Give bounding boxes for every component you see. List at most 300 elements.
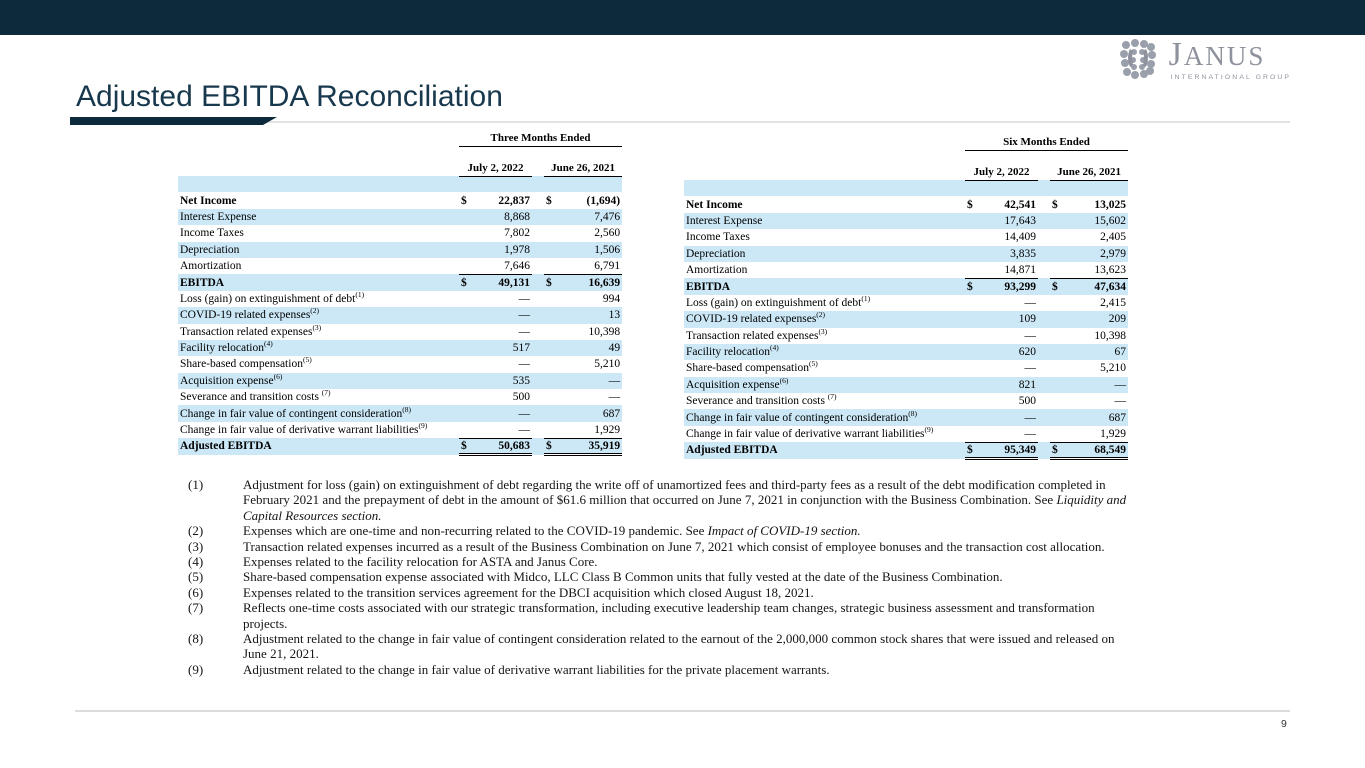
column-gap bbox=[1038, 180, 1050, 196]
dollar-sign: $ bbox=[459, 438, 474, 454]
value-cell: 209 bbox=[1065, 311, 1128, 327]
dollar-sign bbox=[544, 225, 559, 241]
footnotes bbox=[188, 477, 1132, 677]
column-gap bbox=[1038, 311, 1050, 327]
row-label: Severance and transition costs $^{(7)}$ bbox=[686, 393, 837, 408]
dollar-sign bbox=[459, 373, 474, 389]
table-row bbox=[178, 291, 622, 307]
dollar-sign bbox=[544, 307, 559, 323]
table-row bbox=[178, 192, 622, 208]
value-cell: 8,868 bbox=[474, 209, 532, 225]
footnote-item bbox=[188, 585, 1132, 600]
column-gap bbox=[1038, 360, 1050, 376]
value-cell: 994 bbox=[602, 292, 621, 305]
column-gap bbox=[1038, 229, 1050, 245]
value-cell: 17,643 bbox=[980, 213, 1038, 229]
row-label bbox=[684, 180, 965, 196]
value-cell: 15,602 bbox=[1065, 213, 1128, 229]
table-row bbox=[684, 328, 1128, 344]
row-label: Transaction related expenses$^{(3)}$ bbox=[686, 327, 828, 342]
column-gap bbox=[1038, 426, 1050, 442]
footnote-number: (3) bbox=[188, 538, 204, 554]
table-row bbox=[684, 213, 1128, 229]
dollar-sign: $ bbox=[1050, 278, 1065, 294]
value-cell: — bbox=[518, 292, 530, 305]
column-gap bbox=[532, 209, 544, 225]
dollar-sign bbox=[459, 340, 474, 356]
row-label: COVID-19 related expenses$^{(2)}$ bbox=[178, 307, 459, 323]
value-cell: 50,683 bbox=[474, 438, 532, 454]
value-cell: 7,476 bbox=[559, 209, 622, 225]
value-cell: 49,131 bbox=[474, 274, 532, 290]
table-body bbox=[684, 180, 1128, 459]
value-cell: — bbox=[518, 358, 530, 371]
footnote-text: Adjustment related to the change in fair value of derivative warrant liabilities for the private placement warrants. bbox=[243, 661, 830, 677]
row-label: Transaction related expenses$^{(3)}$ bbox=[180, 323, 322, 338]
dollar-sign bbox=[544, 324, 559, 340]
dollar-sign bbox=[965, 295, 980, 311]
footnote-text: Expenses related to the transition services agreement for the DBCI acquisition which closed August 18, 2021. bbox=[243, 584, 814, 600]
value-cell: 7,802 bbox=[504, 227, 530, 240]
dollar-sign bbox=[459, 307, 474, 323]
value-cell: 2,415 bbox=[1100, 296, 1127, 309]
column-gap bbox=[1038, 295, 1050, 311]
column-gap bbox=[1038, 278, 1050, 294]
table-row bbox=[684, 295, 1128, 311]
column-header-june-26-2021: June 26, 2021 bbox=[1050, 165, 1128, 180]
column-gap bbox=[532, 405, 544, 421]
column-gap bbox=[532, 274, 544, 290]
value-cell: 2,979 bbox=[1065, 246, 1128, 262]
value-cell: 13,623 bbox=[1065, 262, 1128, 278]
footnote-ref: (7) bbox=[321, 389, 331, 398]
dollar-sign bbox=[965, 229, 980, 245]
dollar-sign bbox=[965, 328, 980, 344]
row-label: Severance and transition costs $^{(7)}$ bbox=[180, 389, 331, 404]
value-cell: 535 bbox=[474, 373, 532, 389]
value-cell: 10,398 bbox=[588, 325, 621, 338]
footnote-item bbox=[188, 523, 1132, 538]
table-row bbox=[178, 373, 622, 389]
dollar-sign bbox=[965, 377, 980, 393]
logo-rest: ANUS bbox=[1183, 40, 1266, 71]
footnote-ref: (6) bbox=[273, 372, 283, 382]
row-label: Depreciation bbox=[684, 246, 965, 262]
table-row bbox=[684, 360, 1128, 376]
value-cell: 3,835 bbox=[980, 246, 1038, 262]
row-label: Acquisition expense$^{(6)}$ bbox=[178, 373, 459, 389]
table-row bbox=[684, 311, 1128, 327]
footnote-number: (8) bbox=[188, 631, 204, 647]
value-cell: 47,634 bbox=[1065, 278, 1128, 294]
row-label: Change in fair value of derivative warrant liabilities$^{(9)}$ bbox=[686, 425, 934, 441]
footnote-ref: (5) bbox=[808, 360, 818, 369]
table-row bbox=[178, 356, 622, 372]
dollar-sign: $ bbox=[1050, 442, 1065, 458]
dollar-sign bbox=[459, 225, 474, 241]
value-cell bbox=[474, 176, 532, 192]
value-cell: 14,871 bbox=[980, 262, 1038, 278]
footnote-item bbox=[188, 569, 1132, 584]
column-gap bbox=[532, 324, 544, 340]
column-gap bbox=[532, 307, 544, 323]
top-navy-band bbox=[0, 0, 1365, 35]
dollar-sign bbox=[459, 242, 474, 258]
dollar-sign bbox=[544, 356, 559, 372]
footnote-italic-ref: Liquidity and Capital Resources section. bbox=[243, 492, 1127, 523]
table-row bbox=[178, 176, 622, 192]
dollar-sign bbox=[1050, 393, 1065, 409]
dollar-sign bbox=[1050, 213, 1065, 229]
row-label bbox=[178, 176, 459, 192]
column-gap bbox=[532, 340, 544, 356]
dollar-sign bbox=[1050, 180, 1065, 196]
row-label: Acquisition expense$^{(6)}$ bbox=[684, 377, 965, 393]
column-gap bbox=[532, 192, 544, 208]
value-cell: 16,639 bbox=[559, 274, 622, 290]
footnote-text: Share-based compensation expense associated with Midco, LLC Class B Common units that fully vested at the date of the Business Combination. bbox=[243, 569, 1003, 585]
column-gap bbox=[1038, 246, 1050, 262]
column-gap bbox=[532, 438, 544, 454]
table-row bbox=[684, 196, 1128, 212]
dollar-sign bbox=[544, 373, 559, 389]
dollar-sign bbox=[965, 409, 980, 425]
dollar-sign bbox=[1050, 360, 1065, 376]
dollar-sign bbox=[459, 291, 474, 307]
row-label: COVID-19 related expenses$^{(2)}$ bbox=[684, 311, 965, 327]
column-header-july-2-2022: July 2, 2022 bbox=[459, 161, 532, 176]
column-gap bbox=[1038, 328, 1050, 344]
dollar-sign bbox=[1050, 344, 1065, 360]
row-label: Change in fair value of derivative warrant liabilities$^{(9)}$ bbox=[180, 421, 428, 437]
table-row bbox=[178, 422, 622, 438]
value-cell: — bbox=[559, 373, 622, 389]
footnote-text: Reflects one-time costs associated with our strategic transformation, including executive leadership team changes, strategic business assessment and transformation projects. bbox=[243, 600, 1095, 631]
value-cell: — bbox=[1114, 395, 1127, 408]
column-gap bbox=[1038, 409, 1050, 425]
column-header-june-26-2021: June 26, 2021 bbox=[544, 161, 622, 176]
column-gap bbox=[532, 422, 544, 438]
period-header: Six Months Ended bbox=[965, 135, 1128, 150]
table-row bbox=[178, 258, 622, 274]
logo-initial: J bbox=[1168, 35, 1184, 73]
dollar-sign bbox=[544, 291, 559, 307]
footnote-ref: (1) bbox=[861, 294, 871, 304]
row-label: Interest Expense bbox=[178, 209, 459, 225]
column-gap bbox=[532, 291, 544, 307]
value-cell: — bbox=[474, 307, 532, 323]
value-cell: 13 bbox=[559, 307, 622, 323]
row-label: Amortization bbox=[686, 264, 748, 277]
footnote-item bbox=[188, 600, 1132, 631]
footnote-ref: (4) bbox=[770, 343, 779, 353]
value-cell: — bbox=[474, 422, 532, 438]
row-label: Share-based compensation$^{(5)}$ bbox=[180, 356, 312, 371]
table-row bbox=[178, 405, 622, 421]
value-cell: 67 bbox=[1065, 344, 1128, 360]
dollar-sign bbox=[544, 340, 559, 356]
row-label: Net Income bbox=[180, 194, 237, 207]
dollar-sign bbox=[544, 405, 559, 421]
logo-subtitle: INTERNATIONAL GROUP bbox=[1170, 73, 1291, 81]
value-cell: — bbox=[980, 409, 1038, 425]
footnote-text: Expenses related to the facility relocation for ASTA and Janus Core. bbox=[243, 554, 598, 570]
row-label: Income Taxes bbox=[180, 227, 244, 240]
value-cell bbox=[559, 176, 622, 192]
value-cell: 49 bbox=[559, 340, 622, 356]
value-cell: — bbox=[608, 391, 621, 404]
value-cell: 5,210 bbox=[1100, 362, 1127, 375]
dollar-sign bbox=[459, 258, 474, 274]
row-label: Income Taxes bbox=[686, 231, 750, 244]
dollar-sign bbox=[1050, 262, 1065, 278]
table-row bbox=[684, 442, 1128, 458]
dollar-sign bbox=[965, 213, 980, 229]
value-cell: 500 bbox=[512, 391, 530, 404]
footnote-text: Transaction related expenses incurred as a result of the Business Combination on June 7, 2021 which consist of employee bonuses and the transaction cost allocation. bbox=[243, 538, 1105, 554]
value-cell: — bbox=[518, 325, 530, 338]
value-cell: 13,025 bbox=[1094, 198, 1127, 211]
value-cell: 620 bbox=[980, 344, 1038, 360]
row-label: EBITDA bbox=[684, 278, 965, 294]
footnote-item bbox=[188, 631, 1132, 662]
logo-wordmark bbox=[1168, 35, 1291, 73]
value-cell: 687 bbox=[559, 405, 622, 421]
row-label: Facility relocation$^{(4)}$ bbox=[178, 340, 459, 356]
value-cell: 6,791 bbox=[559, 258, 622, 274]
row-label: Adjusted EBITDA bbox=[684, 442, 965, 458]
bottom-rule bbox=[75, 710, 1290, 712]
row-label: Interest Expense bbox=[684, 213, 965, 229]
footnote-ref: (8) bbox=[402, 405, 412, 414]
row-label: Loss (gain) on extinguishment of debt$^{(1)}$ bbox=[686, 294, 871, 309]
value-cell: — bbox=[1024, 362, 1036, 375]
table-row bbox=[684, 377, 1128, 393]
row-label: Loss (gain) on extinguishment of debt$^{(1)}$ bbox=[180, 290, 365, 305]
value-cell: — bbox=[1024, 329, 1036, 342]
table-row bbox=[178, 307, 622, 323]
row-label: Change in fair value of contingent consideration$^{(8)}$ bbox=[684, 409, 965, 425]
dollar-sign bbox=[459, 324, 474, 340]
table-row bbox=[178, 340, 622, 356]
row-label: EBITDA bbox=[178, 274, 459, 290]
value-cell: 517 bbox=[474, 340, 532, 356]
column-gap bbox=[1038, 344, 1050, 360]
footnote-ref: (7) bbox=[827, 393, 837, 402]
footnote-italic-ref: Impact of COVID-19 section. bbox=[707, 523, 861, 539]
footnote-text: Adjustment related to the change in fair value of contingent consideration related to the earnout of the 2,000,000 common stock shares that were issued and released on June 21, 2021. bbox=[243, 631, 1115, 662]
footnote-ref: (5) bbox=[302, 356, 312, 365]
dollar-sign: $ bbox=[1052, 198, 1058, 211]
value-cell: 2,560 bbox=[594, 227, 621, 240]
value-cell: 1,506 bbox=[559, 242, 622, 258]
dollar-sign bbox=[459, 405, 474, 421]
dollar-sign bbox=[544, 242, 559, 258]
dollar-sign bbox=[544, 422, 559, 438]
table-row bbox=[684, 278, 1128, 294]
dollar-sign bbox=[459, 389, 474, 405]
footnote-ref: (2) bbox=[816, 311, 826, 320]
table-body bbox=[178, 176, 622, 455]
dollar-sign bbox=[965, 311, 980, 327]
dollar-sign: $ bbox=[461, 194, 467, 207]
dollar-sign bbox=[544, 209, 559, 225]
dollar-sign: $ bbox=[967, 198, 973, 211]
footnote-item bbox=[188, 477, 1132, 523]
column-header-july-2-2022: July 2, 2022 bbox=[965, 165, 1038, 180]
dollar-sign bbox=[965, 426, 980, 442]
column-gap bbox=[1038, 442, 1050, 458]
table-row bbox=[178, 389, 622, 405]
dollar-sign bbox=[1050, 426, 1065, 442]
row-label: Depreciation bbox=[178, 242, 459, 258]
dollar-sign bbox=[965, 262, 980, 278]
value-cell: — bbox=[1065, 377, 1128, 393]
footnote-number: (7) bbox=[188, 600, 204, 616]
table-row bbox=[178, 209, 622, 225]
table-row bbox=[178, 225, 622, 241]
value-cell: 1,978 bbox=[474, 242, 532, 258]
dollar-sign bbox=[965, 180, 980, 196]
janus-head-emblem bbox=[1116, 37, 1160, 81]
dollar-sign bbox=[1050, 246, 1065, 262]
footnote-ref: (3) bbox=[818, 327, 828, 336]
footnote-text: Adjustment for loss (gain) on extinguishment of debt regarding the write off of unamortized fees and third-party fees as a result of the debt modification completed in February 2021 and the prepayment of debt in the amount of $61.6 million that occurred on June 7, 2021 in conjunction with the Business Combination. See Liquidity and Capital Resources section. bbox=[243, 477, 1127, 523]
dollar-sign bbox=[965, 344, 980, 360]
table-row bbox=[684, 426, 1128, 442]
table-row bbox=[178, 242, 622, 258]
period-header: Three Months Ended bbox=[459, 131, 622, 146]
dollar-sign bbox=[459, 356, 474, 372]
dollar-sign: $ bbox=[544, 274, 559, 290]
footnote-number: (6) bbox=[188, 584, 204, 600]
value-cell: 95,349 bbox=[980, 442, 1038, 458]
column-gap bbox=[532, 225, 544, 241]
value-cell: 821 bbox=[980, 377, 1038, 393]
column-gap bbox=[532, 258, 544, 274]
footnote-ref: (8) bbox=[908, 409, 918, 418]
column-gap bbox=[532, 373, 544, 389]
dollar-sign bbox=[544, 258, 559, 274]
three-months-ended-table bbox=[178, 131, 622, 456]
value-cell: 2,405 bbox=[1100, 231, 1127, 244]
table-row bbox=[684, 262, 1128, 278]
column-gap bbox=[1038, 393, 1050, 409]
footnote-item bbox=[188, 554, 1132, 569]
dollar-sign bbox=[1050, 311, 1065, 327]
column-gap bbox=[532, 356, 544, 372]
footnote-ref: (3) bbox=[312, 323, 322, 332]
six-months-ended-table bbox=[684, 135, 1128, 460]
footnote-ref: (9) bbox=[418, 421, 428, 431]
footnote-ref: (2) bbox=[310, 307, 320, 316]
dollar-sign bbox=[965, 246, 980, 262]
dollar-sign: $ bbox=[544, 438, 559, 454]
value-cell: 109 bbox=[980, 311, 1038, 327]
dollar-sign bbox=[544, 176, 559, 192]
table-row bbox=[178, 438, 622, 454]
footnote-number: (4) bbox=[188, 554, 204, 570]
row-label: Change in fair value of contingent consideration$^{(8)}$ bbox=[178, 405, 459, 421]
footnote-text: Expenses which are one-time and non-recurring related to the COVID-19 pandemic. See Impact of COVID-19 section. bbox=[243, 523, 861, 539]
value-cell: — bbox=[474, 405, 532, 421]
value-cell: 500 bbox=[1018, 395, 1036, 408]
value-cell: 7,646 bbox=[474, 258, 532, 274]
value-cell: 10,398 bbox=[1094, 329, 1127, 342]
value-cell: 14,409 bbox=[1004, 231, 1036, 244]
dollar-sign bbox=[1050, 229, 1065, 245]
dollar-sign bbox=[1050, 295, 1065, 311]
table-row bbox=[684, 229, 1128, 245]
value-cell: 5,210 bbox=[594, 358, 621, 371]
value-cell: 1,929 bbox=[1065, 426, 1128, 442]
column-gap bbox=[532, 389, 544, 405]
value-cell bbox=[980, 180, 1038, 196]
column-gap bbox=[1038, 213, 1050, 229]
value-cell: — bbox=[980, 426, 1038, 442]
column-gap bbox=[1038, 377, 1050, 393]
table-row bbox=[684, 180, 1128, 196]
table-row bbox=[178, 324, 622, 340]
dollar-sign bbox=[1050, 409, 1065, 425]
dollar-sign: $ bbox=[459, 274, 474, 290]
value-cell: 1,929 bbox=[559, 422, 622, 438]
table-row bbox=[178, 274, 622, 290]
footnote-ref: (1) bbox=[355, 290, 365, 300]
row-label: Net Income bbox=[686, 198, 743, 211]
value-cell: 687 bbox=[1065, 409, 1128, 425]
dollar-sign bbox=[1050, 328, 1065, 344]
dollar-sign: $ bbox=[546, 194, 552, 207]
column-gap bbox=[532, 176, 544, 192]
row-label: Amortization bbox=[180, 260, 242, 273]
dollar-sign bbox=[965, 360, 980, 376]
value-cell: 22,837 bbox=[498, 194, 530, 207]
table-row bbox=[684, 344, 1128, 360]
column-gap bbox=[1038, 196, 1050, 212]
value-cell: 93,299 bbox=[980, 278, 1038, 294]
dollar-sign bbox=[459, 209, 474, 225]
row-label: Facility relocation$^{(4)}$ bbox=[684, 344, 965, 360]
dollar-sign bbox=[1050, 377, 1065, 393]
footnote-ref: (6) bbox=[779, 376, 789, 386]
dollar-sign bbox=[459, 176, 474, 192]
janus-logo bbox=[1116, 37, 1291, 81]
page-title: Adjusted EBITDA Reconciliation bbox=[76, 80, 503, 113]
row-label: Share-based compensation$^{(5)}$ bbox=[686, 360, 818, 375]
dollar-sign bbox=[459, 422, 474, 438]
footnote-item bbox=[188, 662, 1132, 677]
value-cell: 68,549 bbox=[1065, 442, 1128, 458]
dollar-sign: $ bbox=[965, 278, 980, 294]
footnote-number: (9) bbox=[188, 661, 204, 677]
table-row bbox=[684, 393, 1128, 409]
row-label: Adjusted EBITDA bbox=[178, 438, 459, 454]
page-number: 9 bbox=[1281, 718, 1287, 730]
table-row bbox=[684, 409, 1128, 425]
dollar-sign bbox=[965, 393, 980, 409]
value-cell: — bbox=[1024, 296, 1036, 309]
column-gap bbox=[1038, 262, 1050, 278]
dollar-sign bbox=[544, 389, 559, 405]
value-cell: 35,919 bbox=[559, 438, 622, 454]
footnote-ref: (9) bbox=[924, 425, 934, 435]
value-cell bbox=[1065, 180, 1128, 196]
value-cell: 42,541 bbox=[1004, 198, 1036, 211]
table-row bbox=[684, 246, 1128, 262]
logo-text bbox=[1168, 35, 1291, 81]
footnote-number: (5) bbox=[188, 569, 204, 585]
